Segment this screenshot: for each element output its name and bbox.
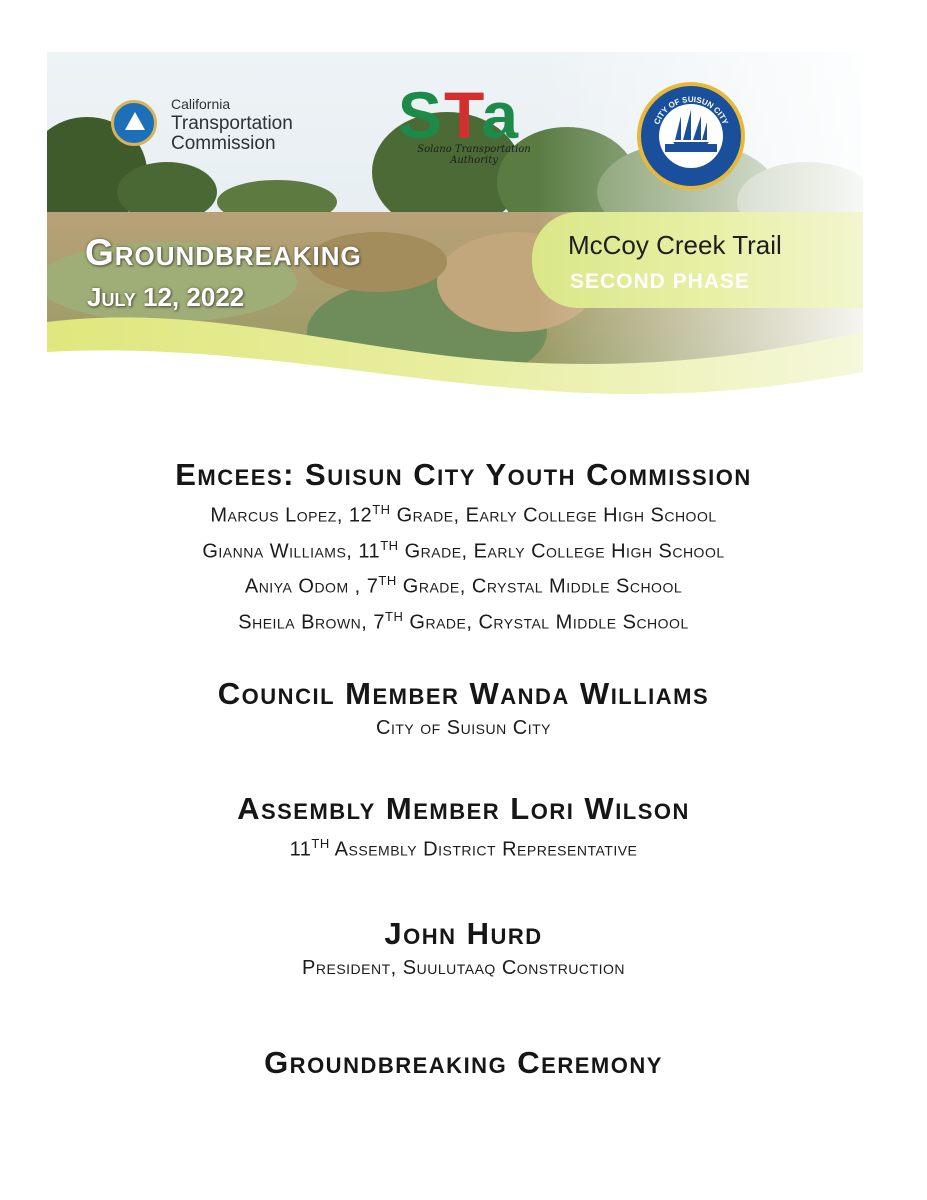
emcee-line: Aniya Odom , 7TH Grade, Crystal Middle School bbox=[244, 573, 683, 598]
svg-text:CITY OF SUISUN CITY: CITY OF SUISUN CITY bbox=[652, 94, 730, 126]
ctc-line1: California bbox=[171, 96, 231, 112]
assembly-sub: 11TH Assembly District Representative bbox=[289, 835, 638, 861]
council-sub: City of Suisun City bbox=[376, 716, 551, 739]
ctc-logo bbox=[111, 94, 331, 154]
council-section bbox=[0, 674, 927, 743]
hurd-section bbox=[0, 914, 927, 983]
ctc-seal-icon bbox=[111, 100, 157, 146]
trail-name: McCoy Creek Trail bbox=[568, 230, 782, 260]
header-banner bbox=[47, 52, 863, 410]
ceremony-section bbox=[0, 1043, 927, 1083]
emcees-heading: Emcees: Suisun City Youth Commission bbox=[175, 457, 752, 492]
emcees-section bbox=[0, 455, 927, 638]
sta-logo bbox=[369, 78, 549, 166]
emcee-line: Gianna Williams, 11TH Grade, Early College High School bbox=[202, 537, 725, 563]
sta-wordmark: STa bbox=[397, 78, 521, 152]
program bbox=[0, 455, 927, 1083]
emcee-line: Sheila Brown, 7TH Grade, Crystal Middle School bbox=[238, 608, 689, 634]
ctc-wordmark bbox=[171, 94, 293, 154]
emcee-line: Marcus Lopez, 12TH Grade, Early College High School bbox=[210, 502, 717, 527]
ctc-line2: Transportation bbox=[171, 113, 293, 134]
hurd-sub: President, Suulutaaq Construction bbox=[302, 957, 625, 980]
event-date: July 12, 2022 bbox=[87, 282, 245, 312]
trail-phase: SECOND PHASE bbox=[570, 270, 751, 293]
hurd-heading: John Hurd bbox=[384, 916, 543, 952]
council-heading: Council Member Wanda Williams bbox=[217, 675, 710, 711]
event-title: Groundbreaking bbox=[85, 232, 362, 273]
city-seal-icon bbox=[637, 82, 745, 190]
sta-subtitle: Solano Transportation Authority bbox=[417, 144, 531, 166]
assembly-section bbox=[0, 789, 927, 865]
svg-text:CALIFORNIA: CALIFORNIA bbox=[669, 155, 713, 170]
ceremony-heading: Groundbreaking Ceremony bbox=[264, 1045, 663, 1081]
trail-label-box bbox=[532, 212, 863, 308]
ctc-line3: Commission bbox=[171, 133, 276, 154]
assembly-heading: Assembly Member Lori Wilson bbox=[237, 790, 690, 826]
